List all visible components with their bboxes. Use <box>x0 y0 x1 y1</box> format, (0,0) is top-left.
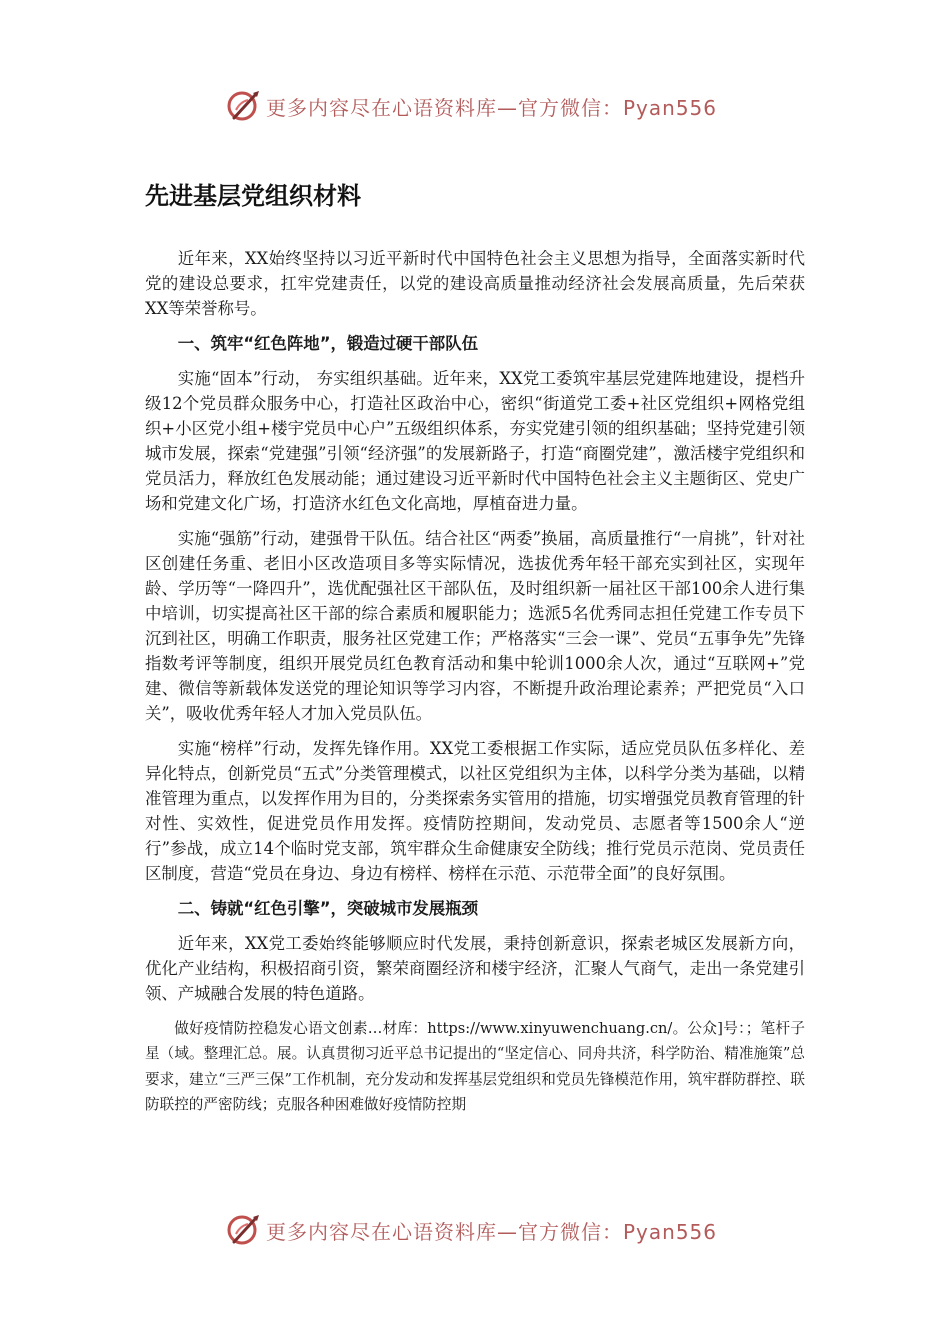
paragraph: 实施“强筋”行动，建强骨干队伍。结合社区“两委”换届，高质量推行“一肩挑”，针对社区创建任务重、老旧小区改造项目多等实际情况，选拔优秀年轻干部充实到社区，实现年龄、学历等“一降四升”，选优配强社区干部队伍，及时组织新一届社区干部100余人进行集中培训，切实提高社区干部的综合素质和履职能力；选派5名优秀同志担任党建工作专员下沉到社区，明确工作职责，服务社区党建工作；严格落实“三会一课”、党员“五事争先”先锋指数考评等制度，组织开展党员红色教育活动和集中轮训1000余人次，通过“互联网+”党建、微信等新载体发送党的理论知识等学习内容，不断提升政治理论素养；严把党员“入口关”，吸收优秀年轻人才加入党员队伍。 <box>145 529 805 723</box>
paragraph: 近年来，XX党工委始终能够顺应时代发展，秉持创新意识，探索老城区发展新方向，优化产业结构，积极招商引资，繁荣商圈经济和楼宇经济，汇聚人气商气，走出一条党建引领、产城融合发展的特色道路。 <box>145 934 805 1003</box>
pen-logo-icon <box>226 1212 262 1248</box>
paragraph: 做好疫情防控稳发心语文创素…材库：https://www.xinyuwenchuang.cn/。公众]号：；笔杆子星（域。整理汇总。展。认真贯彻习近平总书记提出的“坚定信心、同舟共济，科学防治、精准施策”总要求，建立“三严三保”工作机制，充分发动和发挥基层党组织和党员先锋模范作用，筑牢群防群控、联防联控的严密防线；克服各种困难做好疫情防控期 <box>145 1020 805 1113</box>
banner-text: 更多内容尽在心语资料库—官方微信：Pyan556 <box>266 95 718 120</box>
pen-logo-icon <box>226 88 262 124</box>
section-heading: 二、铸就“红色引擎”，突破城市发展瓶颈 <box>177 899 478 918</box>
paragraph: 实施“固本”行动， 夯实组织基础。近年来，XX党工委筑牢基层党建阵地建设，提档升级12个党员群众服务中心，打造社区政治中心，密织“街道党工委+社区党组织+网格党组织+小区党小组+楼宇党员中心户”五级组织体系，夯实党建引领的组织基础；坚持党建引领城市发展，探索“党建强”引领“经济强”的发展新路子，打造“商圈党建”，激活楼宇党组织和党员活力，释放红色发展动能；通过建设习近平新时代中国特色社会主义主题街区、党史广场和党建文化广场，打造济水红色文化高地，厚植奋进力量。 <box>145 369 805 513</box>
paragraph: 近年来，XX始终坚持以习近平新时代中国特色社会主义思想为指导，全面落实新时代党的建设总要求，扛牢党建责任，以党的建设高质量推动经济社会发展高质量，先后荣获XX等荣誉称号。 <box>145 249 805 318</box>
document-title: 先进基层党组织材料 <box>145 182 361 210</box>
header-banner <box>226 86 746 126</box>
section-heading: 一、筑牢“红色阵地”，锻造过硬干部队伍 <box>177 334 478 353</box>
footer-banner <box>226 1210 746 1250</box>
document-body <box>145 176 805 1127</box>
paragraph: 实施“榜样”行动，发挥先锋作用。XX党工委根据工作实际，适应党员队伍多样化、差异化特点，创新党员“五式”分类管理模式，以社区党组织为主体，以科学分类为基础，以精准管理为重点，以发挥作用为目的，分类探索务实管用的措施，切实增强党员教育管理的针对性、实效性，促进党员作用发挥。疫情防控期间，发动党员、志愿者等1500余人“逆行”参战，成立14个临时党支部，筑牢群众生命健康安全防线；推行党员示范岗、党员责任区制度，营造“党员在身边、身边有榜样、榜样在示范、示范带全面”的良好氛围。 <box>145 739 805 883</box>
banner-text: 更多内容尽在心语资料库—官方微信：Pyan556 <box>266 1219 718 1244</box>
